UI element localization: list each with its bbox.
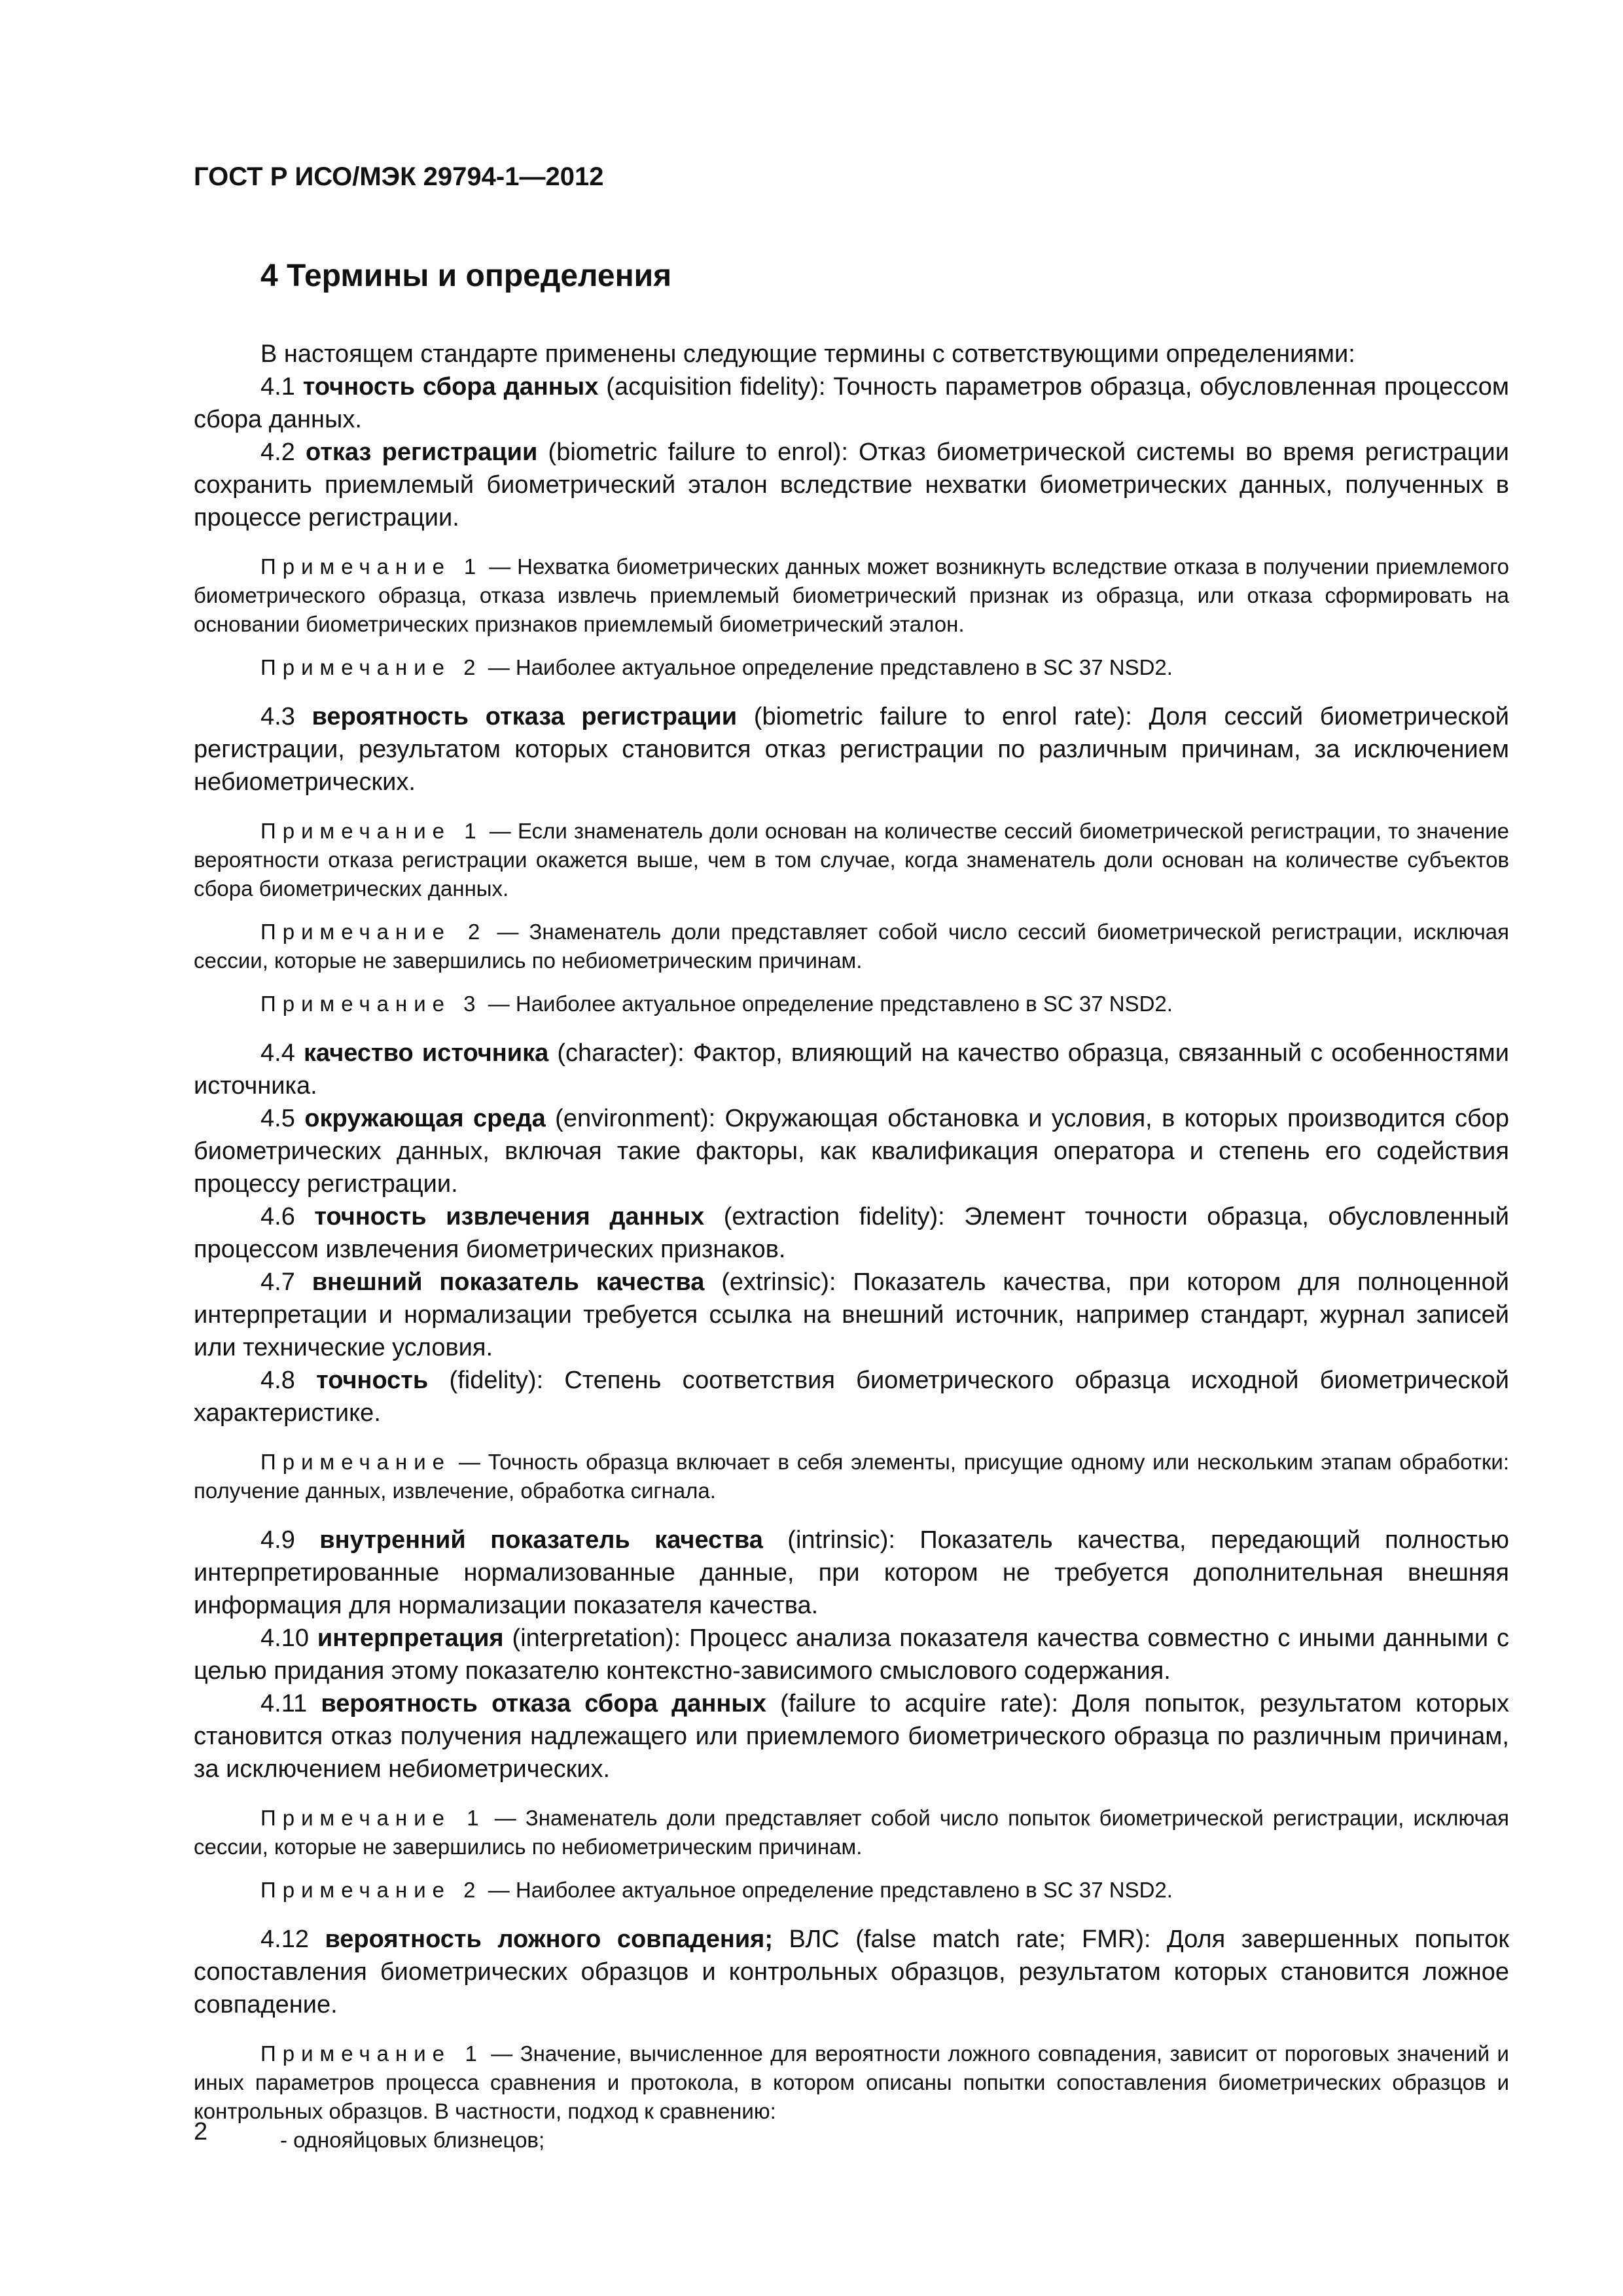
note-4-2-2: Примечание 2 — Наиболее актуальное определение представлено в SC 37 NSD2. bbox=[260, 655, 1173, 679]
term-name: точность сбора данных bbox=[302, 373, 599, 401]
note-4-3-2: Примечание 2 — Знаменатель доли представляет собой число сессий биометрической регистрации, исключая сессии, которые не завершились по небиометрическим причинам. bbox=[194, 920, 1509, 973]
note-4-11-1: Примечание 1 — Знаменатель доли представляет собой число попыток биометрической регистрации, исключая сессии, которые не завершились по небиометрическим причинам. bbox=[194, 1806, 1509, 1859]
document-header: ГОСТ Р ИСО/МЭК 29794-1—2012 bbox=[194, 162, 604, 191]
term-4-10: 4.10 интерпретация (interpretation): Процесс анализа показателя качества совместно с иными данными с целью придания этому показателю контекстно-зависимого смыслового содержания. bbox=[194, 1624, 1509, 1685]
note-4-8: Примечание — Точность образца включает в себя элементы, присущие одному или нескольким этапам обработки: получение данных, извлечение, обработка сигнала. bbox=[194, 1450, 1509, 1503]
term-4-11: 4.11 вероятность отказа сбора данных (failure to acquire rate): Доля попыток, результатом которых становится отказ получения надлежащего или приемлемого биометрического образца по различным причинам, за исключением небиометрических. bbox=[194, 1690, 1510, 1783]
term-4-3: 4.3 вероятность отказа регистрации (biometric failure to enrol rate): Доля сессий биометрической регистрации, результатом которых становится отказ регистрации по различным причинам, за исключением небиометрических. bbox=[194, 703, 1509, 796]
term-4-7: 4.7 внешний показатель качества (extrinsic): Показатель качества, при котором для полноценной интерпретации и нормализации требуется ссылка на внешний источник, например стандарт, журнал записей или технические условия. bbox=[194, 1268, 1510, 1361]
note-4-11-2: Примечание 2 — Наиболее актуальное определение представлено в SC 37 NSD2. bbox=[260, 1878, 1173, 1902]
term-name: внешний показатель качества bbox=[312, 1268, 705, 1296]
term-4-1: 4.1 точность сбора данных (acquisition fidelity): Точность параметров образца, обусловленная процессом сбора данных. bbox=[194, 373, 1509, 433]
term-name: вероятность отказа регистрации bbox=[312, 703, 738, 730]
term-4-4: 4.4 качество источника (character): Фактор, влияющий на качество образца, связанный с особенностями источника. bbox=[194, 1039, 1509, 1100]
term-4-5: 4.5 окружающая среда (environment): Окружающая обстановка и условия, в которых производится сбор биометрических данных, включая такие факторы, как квалификация оператора и степень его содействия процессу регистрации. bbox=[194, 1105, 1510, 1198]
term-name: вероятность ложного совпадения; bbox=[325, 1926, 774, 1953]
term-name: точность bbox=[316, 1367, 429, 1394]
term-4-2: 4.2 отказ регистрации (biometric failure to enrol): Отказ биометрической системы во время регистрации сохранить приемлемый биометрический эталон вследствие нехватки биометрических данных, полученных в процессе регистрации. bbox=[194, 439, 1509, 531]
note-4-3-3: Примечание 3 — Наиболее актуальное определение представлено в SC 37 NSD2. bbox=[260, 992, 1173, 1016]
note-4-12-1: Примечание 1 — Значение, вычисленное для вероятности ложного совпадения, зависит от пороговых значений и иных параметров процесса сравнения и протокола, в котором описаны попытки сопоставления биометрических образцов и контрольных образцов. В частности, подход к сравнению: bbox=[194, 2041, 1509, 2123]
term-name: окружающая среда bbox=[304, 1105, 546, 1132]
term-4-9: 4.9 внутренний показатель качества (intrinsic): Показатель качества, передающий полностью интерпретированные нормализованные данные, при котором не требуется дополнительная внешняя информация для нормализации показателя качества. bbox=[194, 1526, 1510, 1619]
intro-paragraph: В настоящем стандарте применены следующие термины с сответствующими определениями: bbox=[260, 340, 1355, 368]
section-title: 4 Термины и определения bbox=[260, 259, 672, 293]
term-name: отказ регистрации bbox=[306, 439, 538, 466]
term-name: точность извлечения данных bbox=[314, 1203, 705, 1230]
term-name: качество источника bbox=[303, 1039, 549, 1067]
note-4-3-1: Примечание 1 — Если знаменатель доли основан на количестве сессий биометрической регистрации, то значение вероятности отказа регистрации окажется выше, чем в том случае, когда знаменатель доли основан на количестве субъектов сбора биометрических данных. bbox=[194, 819, 1510, 901]
term-4-6: 4.6 точность извлечения данных (extraction fidelity): Элемент точности образца, обусловленный процессом извлечения биометрических признаков. bbox=[194, 1203, 1509, 1263]
term-name: внутренний показатель качества bbox=[319, 1526, 763, 1554]
page-number: 2 bbox=[194, 2118, 208, 2145]
document-page bbox=[194, 157, 1509, 2155]
note-4-2-1: Примечание 1 — Нехватка биометрических данных может возникнуть вследствие отказа в получении приемлемого биометрического образца, отказа извлечь приемлемый биометрический признак из образца, или отказа сформировать на основании биометрических признаков приемлемый биометрический эталон. bbox=[194, 554, 1509, 636]
term-4-8: 4.8 точность (fidelity): Степень соответствия биометрического образца исходной биометрической характеристике. bbox=[194, 1367, 1509, 1427]
term-name: вероятность отказа сбора данных bbox=[321, 1690, 766, 1717]
term-4-12: 4.12 вероятность ложного совпадения; ВЛС (false match rate; FMR): Доля завершенных попыток сопоставления биометрических образцов и контрольных образцов, результатом которых становится ложное совпадение. bbox=[194, 1926, 1509, 2018]
term-name: интерпретация bbox=[317, 1624, 504, 1652]
list-item: - однояйцовых близнецов; bbox=[280, 2128, 545, 2152]
